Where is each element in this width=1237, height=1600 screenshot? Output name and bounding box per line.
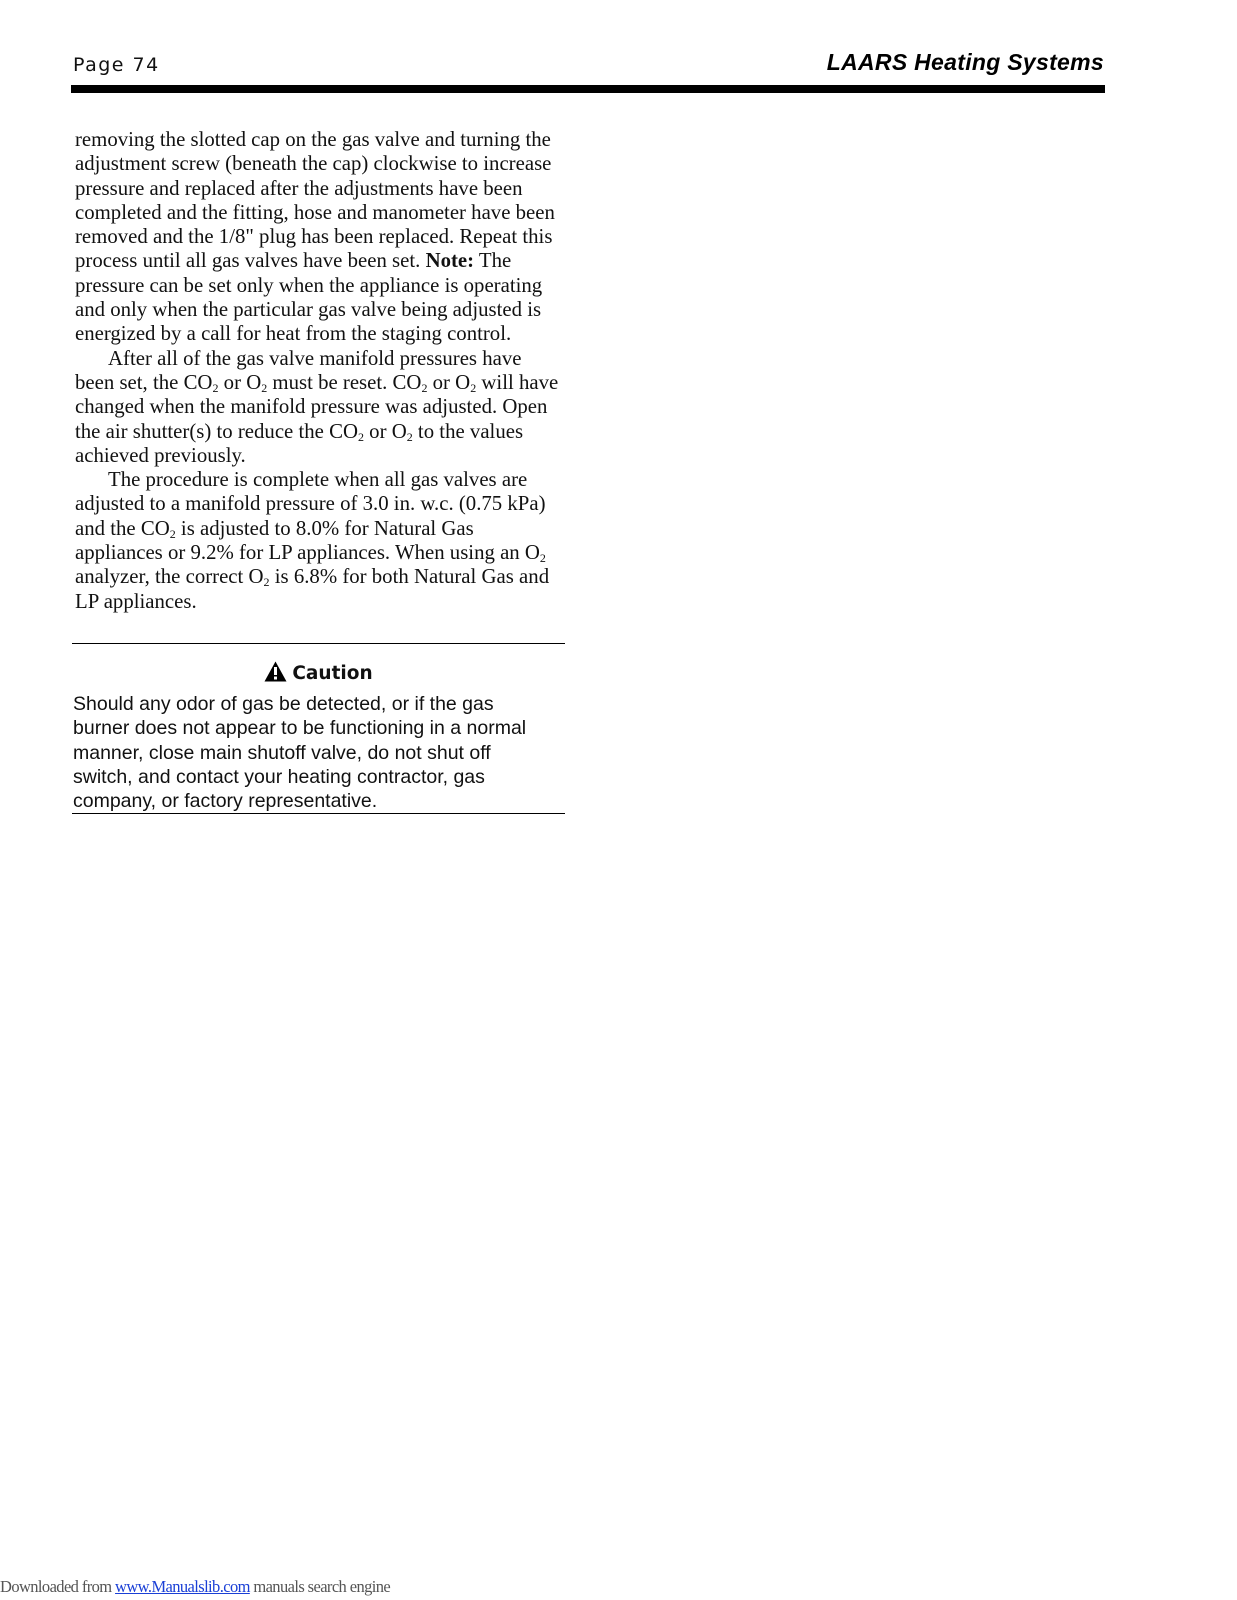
paragraph-procedure-complete: The procedure is complete when all gas valves are adjusted to a manifold pressure of 3.0 in. w.c. (0.75 kPa) and the $CO_2$ is adjusted to 8.0% for Natural Gas appliances or 9.2% for LP appliances. When using an $O_2$ analyzer, the correct $O_2$ is 6.8% for both Natural Gas and LP appliances. (75, 468, 550, 613)
page-number: Page 74 (73, 54, 160, 76)
paragraph-co2-reset: After all of the gas valve manifold pressures have been set, the $CO_2$ or $O_2$ must be reset. $CO_2$ or $O_2$ will have changed when the manifold pressure was adjusted. Open the air shutter(s) to reduce the $CO_2$ or $O_2$ to the values achieved previously. (75, 346, 559, 467)
caution-top-rule (72, 643, 565, 644)
caution-title: Caution (292, 663, 373, 684)
caution-bottom-rule (72, 813, 565, 814)
note-label: Note: (425, 249, 475, 273)
warning-icon (264, 661, 287, 682)
body-column (75, 128, 565, 614)
brand-title: LAARS Heating Systems (826, 49, 1104, 75)
caution-heading (72, 661, 565, 684)
header-rule (71, 85, 1105, 93)
manualslib-link[interactable]: www.Manualslib.com (115, 1577, 250, 1596)
download-footer: Downloaded from www.Manualslib.com manuals search engine (0, 1577, 391, 1596)
paragraph-gas-valve-adjustment: removing the slotted cap on the gas valve and turning the adjustment screw (beneath the cap) clockwise to increase pressure and replaced after the adjustments have been completed and the fitting, hose and manometer have been removed and the 1/8" plug has been replaced. Repeat this process until all gas valves have been set. Note: The pressure can be set only when the appliance is operating and only when the particular gas valve being adjusted is energized by a call for heat from the staging control. (75, 128, 555, 346)
caution-text: Should any odor of gas be detected, or if the gas burner does not appear to be functioning in a normal manner, close main shutoff valve, do not shut off switch, and contact your heating contractor, gas company, or factory representative. (73, 693, 527, 813)
